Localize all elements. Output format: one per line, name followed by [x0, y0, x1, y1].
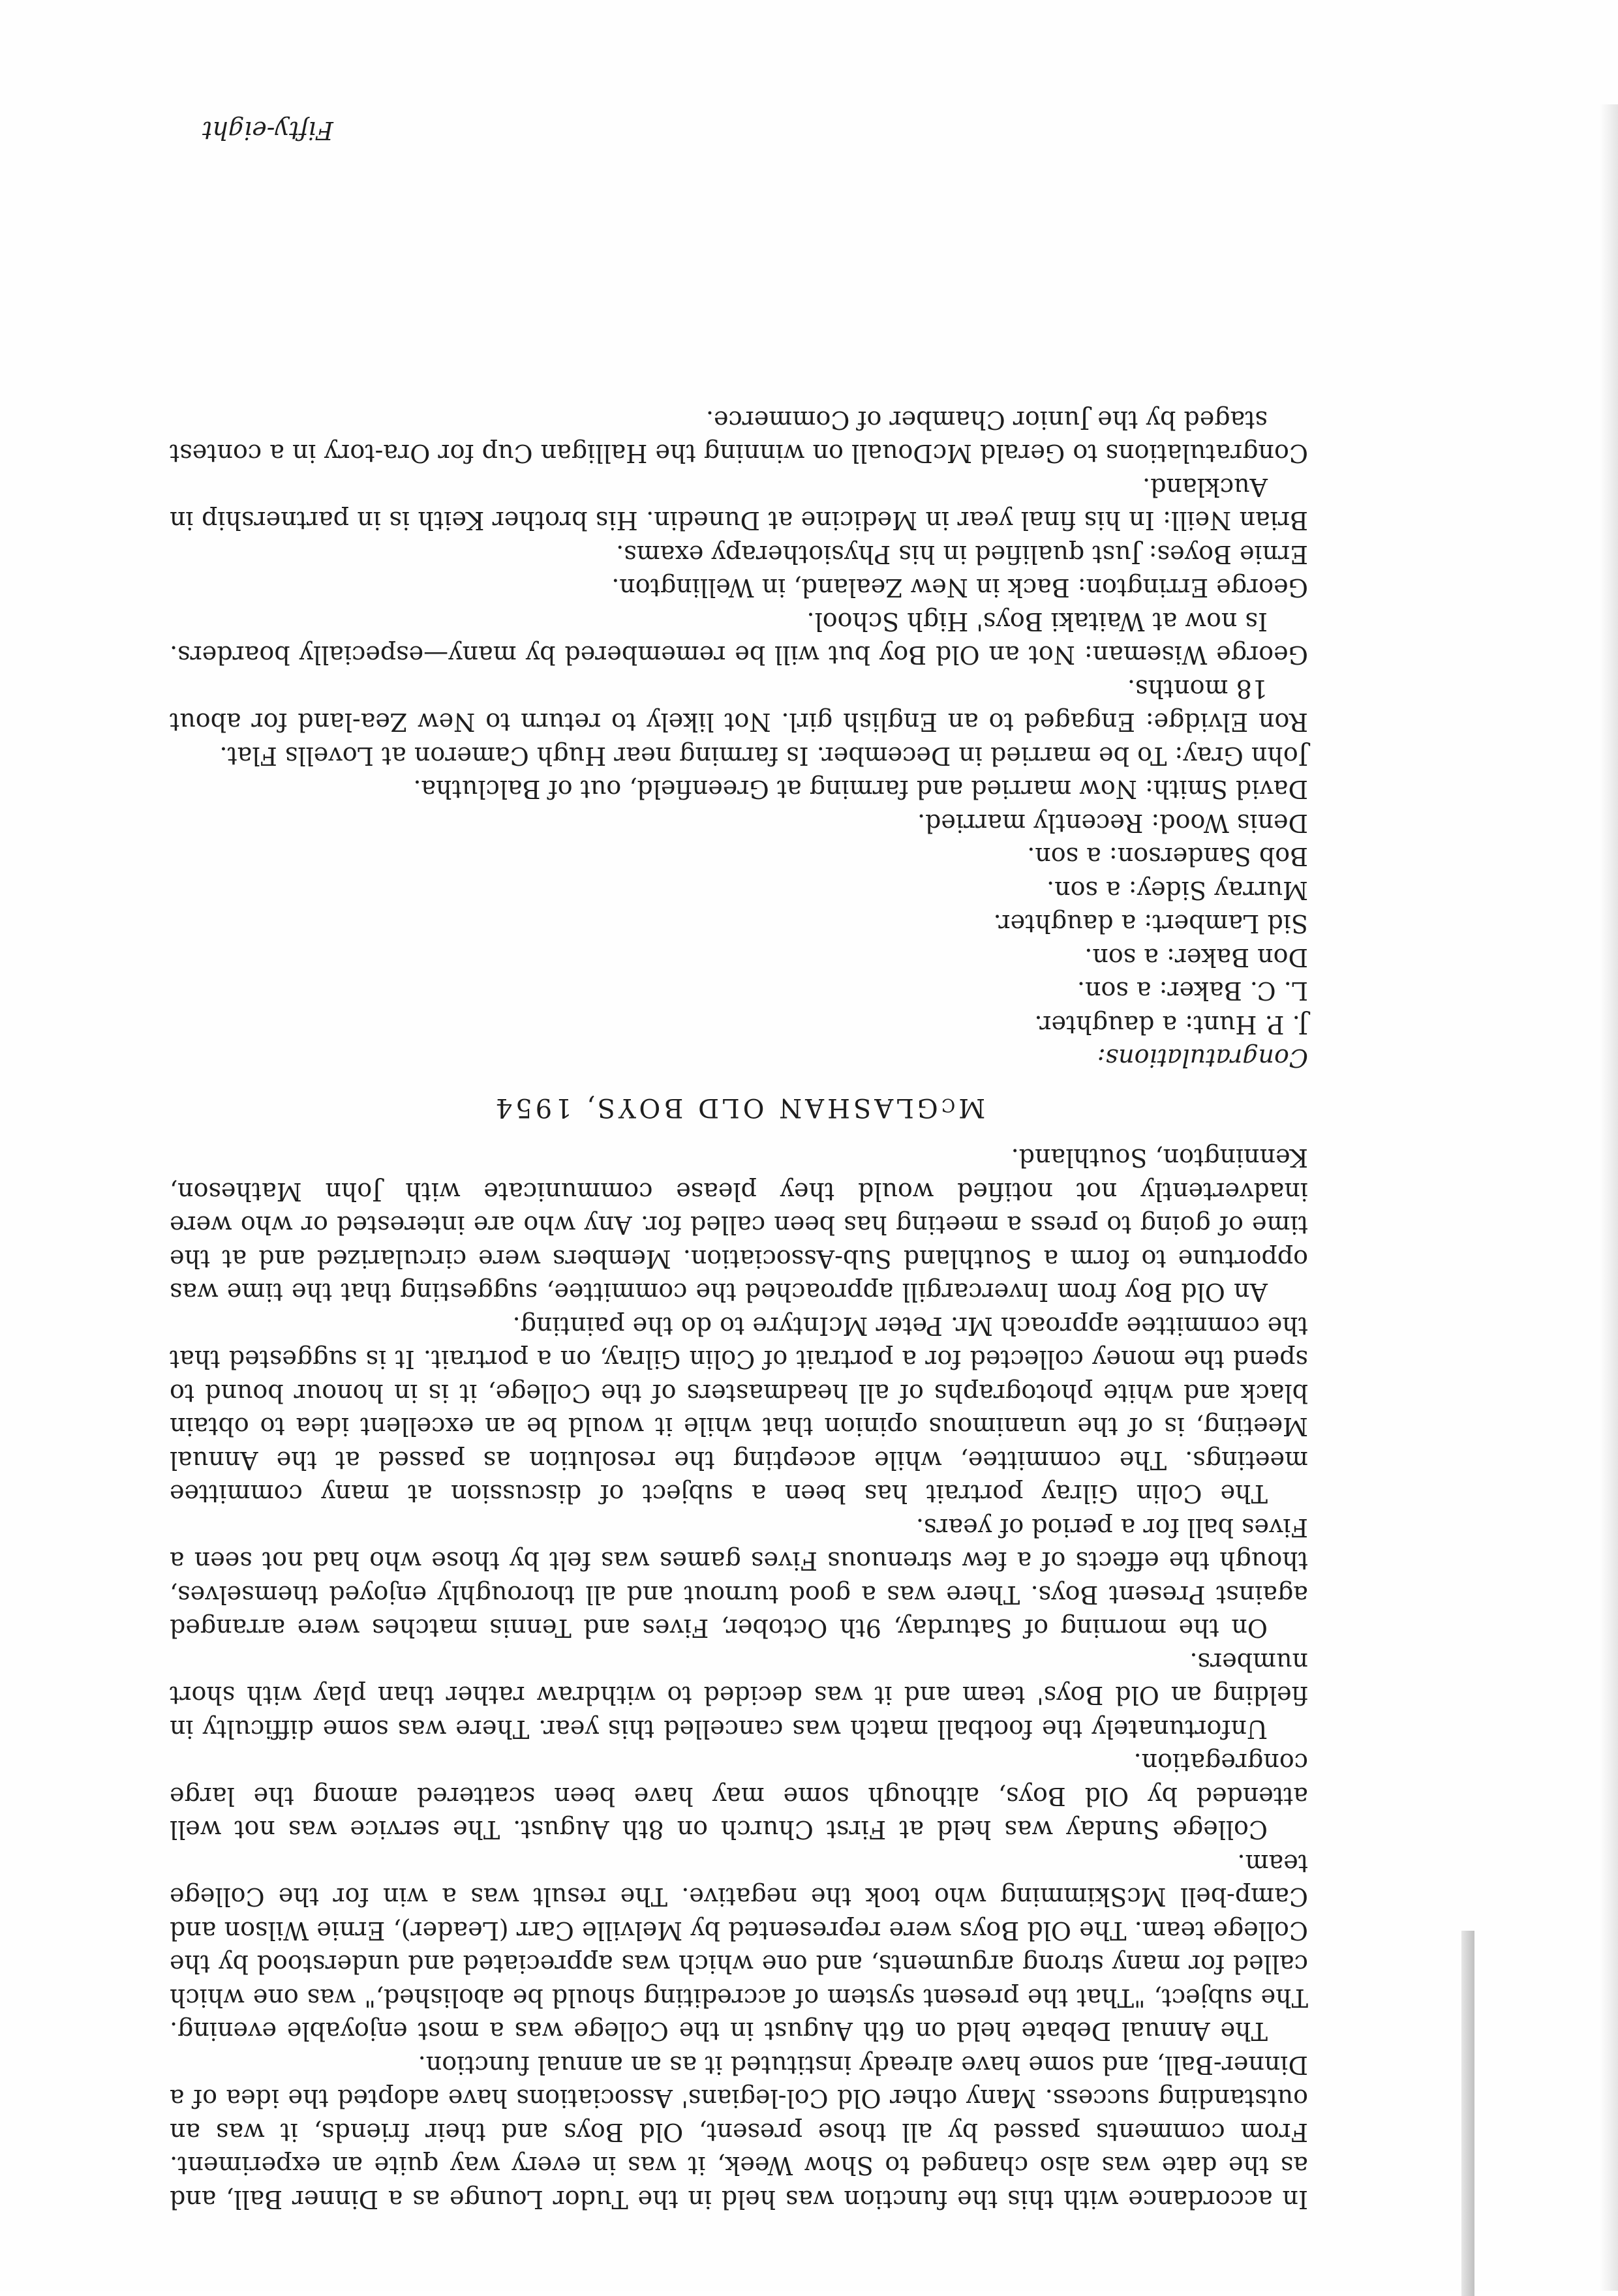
paragraph-football: Unfortunately the football match was cancelled this year. There was some difficulty in fielding an Old Boys' team and it was decided to withdraw rather than play with short numbers. — [170, 1648, 1308, 1744]
body-text — [170, 403, 1308, 2216]
congrats-entry: David Smith: Now married and farming at Greenfield, out of Balclutha. — [413, 775, 1308, 804]
paragraph-gilray-portrait: The Colin Gilray portrait has been a subject of discussion at many committee meetings. The committee, while accepting the resolution as passed at the Annual Meeting, is of the unanimous opinion that while it would be an excellent idea to obtain black and white photographs of all headmasters of the College, it is in honour bound to spend the money collected for a portrait of Colin Gilray, on a portrait. It is suggested that the committee approach Mr. Peter McIntyre to do the painting. — [170, 1312, 1308, 1509]
congrats-entry: Sid Lambert: a daughter. — [993, 909, 1308, 939]
congrats-entry: J. P. Hunt: a daughter. — [1034, 1010, 1308, 1039]
congrats-entry: Congratulations to Gerald McDouall on winning the Halligan Cup for Ora-tory in a contest staged by the Junior Chamber of Commerce. — [170, 406, 1308, 468]
congrats-entry: Murray Sidey: a son. — [1046, 876, 1308, 905]
congratulations-label: Congratulations: — [1097, 1044, 1308, 1073]
congrats-entry: Don Baker: a son. — [1084, 943, 1308, 972]
congrats-entry: Denis Wood: Recently married. — [917, 809, 1308, 838]
paragraph-fives-tennis: On the morning of Saturday, 9th October, Fives and Tennis matches were arranged against Present Boys. There was a good turnout and all thoroughly enjoyed themselves, though the effects of a few strenuous Fives games was felt by those who had not seen a Fives ball for a period of years. — [170, 1513, 1308, 1643]
congrats-entry: Ernie Boyes: Just qualified in his Physiotherapy exams. — [616, 540, 1308, 569]
congrats-entry: George Wiseman: Not an Old Boy but will be remembered by many—especially boarders. Is now at Waitaki Boys' High School. — [170, 607, 1308, 670]
congrats-entry: Ron Elvidge: Engaged to an English girl. Not likely to return to New Zea-land for about 18 months. — [170, 674, 1308, 737]
paragraph-annual-debate: The Annual Debate held on 6th August in the College was a most enjoyable evening. The subject, "That the present system of accrediting should be abolished," was one which called for many strong arguments, and one which was appreciated and understood by the College team. The Old Boys were represented by Melville Carr (Leader), Ernie Wilson and Camp-bell McSkimming who took the negative. The result was a win for the College team. — [170, 1849, 1308, 2046]
congrats-entry: John Gray: To be married in December. Is farming near Hugh Cameron at Lovells Flat. — [219, 742, 1308, 770]
paragraph-college-sunday: College Sunday was held at First Church on 8th August. The service was not well attended by Old Boys, although some may have been scattered among the large congregation. — [170, 1748, 1308, 1845]
paragraph-dinner-ball: In accordance with this the function was held in the Tudor Lounge as a Dinner Ball, and as the date was also changed to Show Week, it was in every way quite an experiment. From comments passed by all those present, Old Boys and their friends, it was an outstanding success. Many other Old Col-legians' Associations have adopted the idea of a Dinner-Ball, and some have already instituted it as an annual function. — [170, 2051, 1308, 2214]
congrats-entry: Brian Neill: In his final year in Medicine at Dunedin. His brother Keith is in partnership in Auckland. — [170, 473, 1308, 536]
congrats-entry: Bob Sanderson: a son. — [1027, 842, 1308, 871]
congrats-entry: George Errington: Back in New Zealand, in Wellington. — [611, 573, 1308, 603]
congrats-entry: L. C. Baker: a son. — [1076, 976, 1308, 1006]
section-heading: McGLASHAN OLD BOYS, 1954 — [492, 1093, 986, 1123]
paragraph-southland: An Old Boy from Invercargill approached the committee, suggesting that the time was opportune to form a Southland Sub-Association. Members were circularized and at the time of going to press a meeting has been called for. Any who are interested or who were inadvertently not notified would they please communicate with John Matheson, Kennington, Southland. — [170, 1143, 1308, 1307]
page-number: Fifty-eight — [202, 116, 333, 145]
